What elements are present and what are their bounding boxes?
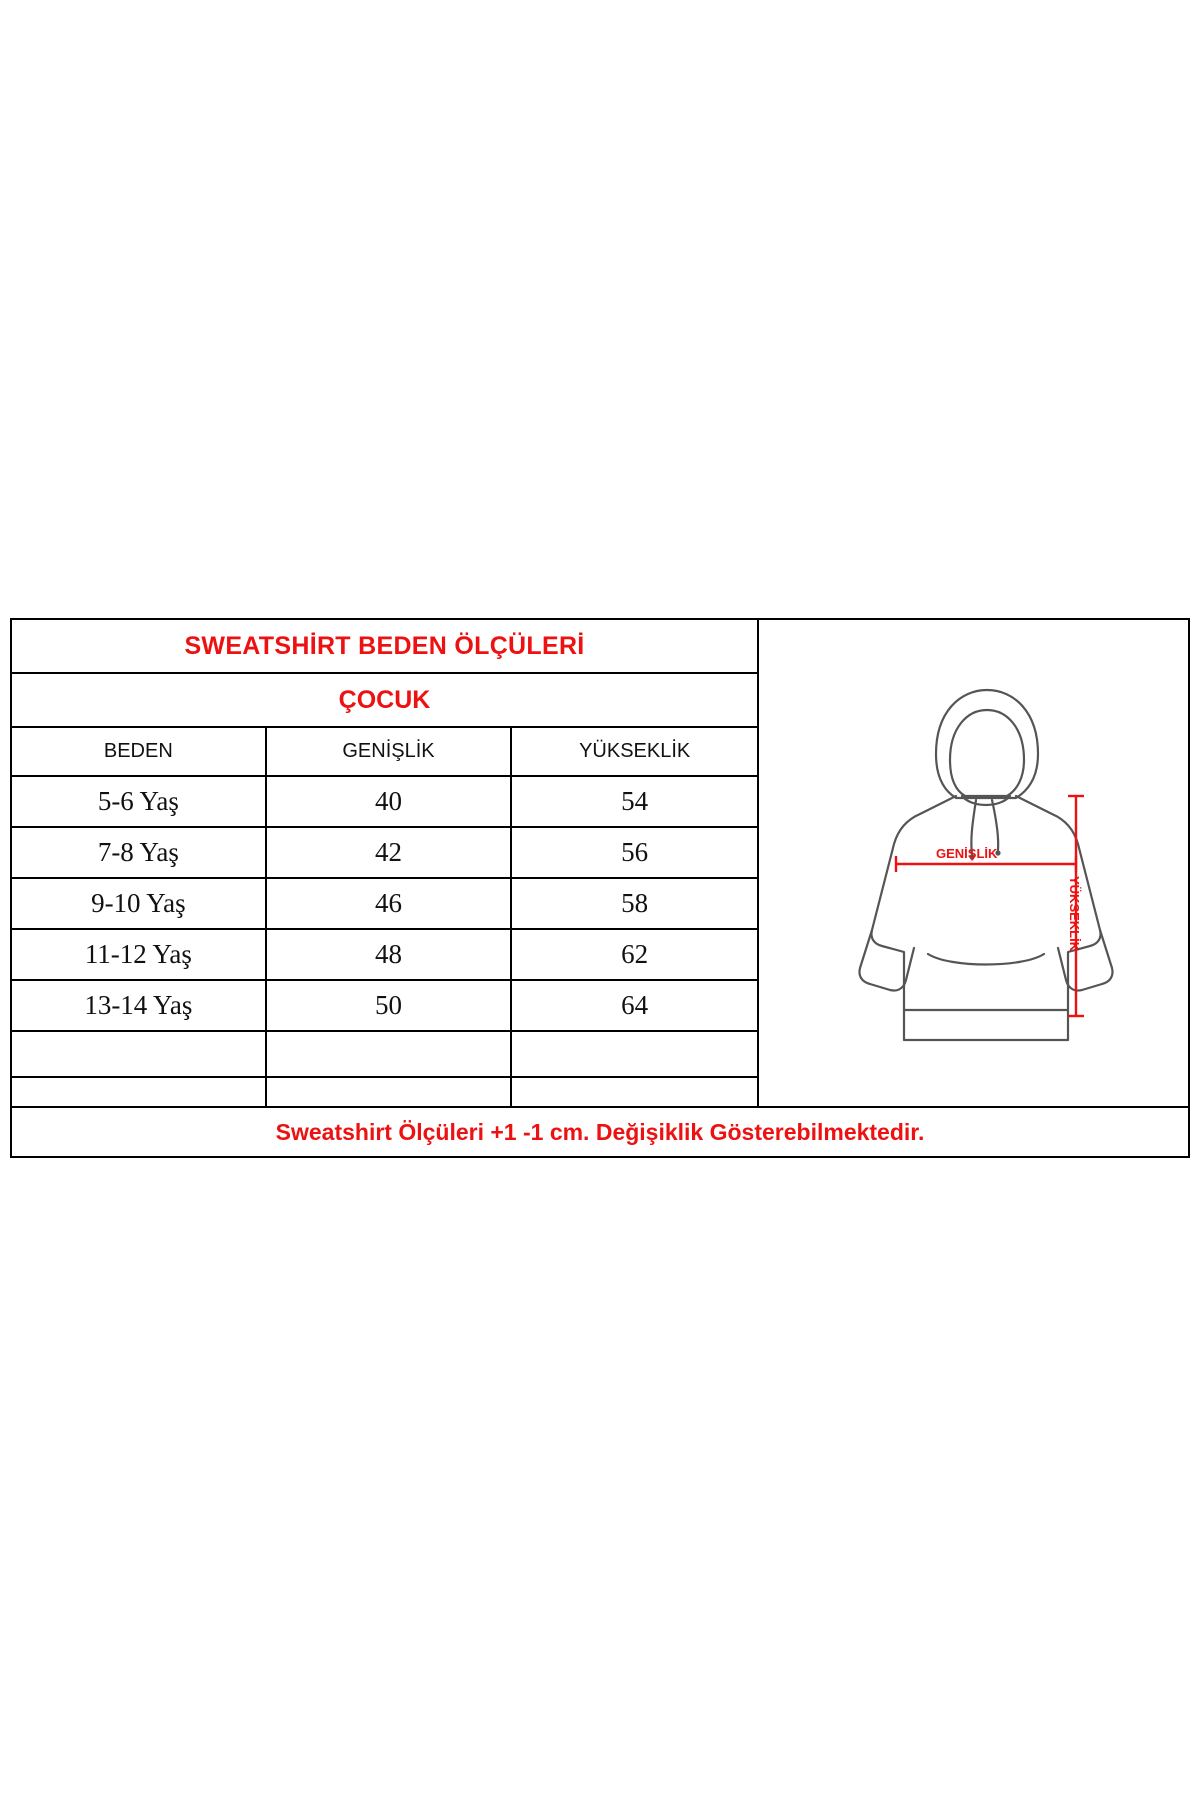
diagram-height-label: YÜKSEKLİK <box>1066 876 1082 952</box>
cell-size: 5-6 Yaş <box>12 776 266 827</box>
cell-height <box>511 1031 757 1077</box>
cell-width <box>266 1031 512 1077</box>
table-row <box>12 827 757 878</box>
column-header-yukseklik: YÜKSEKLİK <box>511 728 757 776</box>
cell-size: 13-14 Yaş <box>12 980 266 1031</box>
table-row <box>12 878 757 929</box>
measurement-note-row <box>12 1106 1188 1156</box>
cell-width: 48 <box>266 929 512 980</box>
cell-width: 50 <box>266 980 512 1031</box>
cell-height: 58 <box>511 878 757 929</box>
cell-height: 56 <box>511 827 757 878</box>
chart-title-row <box>12 620 757 674</box>
cell-width: 40 <box>266 776 512 827</box>
page-title: SWEATSHİRT BEDEN ÖLÇÜLERİ <box>184 631 585 660</box>
cell-size: 9-10 Yaş <box>12 878 266 929</box>
table-row <box>12 1031 757 1077</box>
chart-subtitle-row <box>12 674 757 728</box>
cell-height: 54 <box>511 776 757 827</box>
cell-size: 7-8 Yaş <box>12 827 266 878</box>
size-table <box>12 728 757 1124</box>
diagram-width-label: GENİŞLİK <box>935 846 997 861</box>
cell-height: 62 <box>511 929 757 980</box>
column-header-beden: BEDEN <box>12 728 266 776</box>
cell-width: 42 <box>266 827 512 878</box>
chart-subtitle: ÇOCUK <box>338 685 431 714</box>
size-chart-table-panel <box>12 620 757 1156</box>
garment-diagram-panel <box>757 620 1188 1156</box>
measurement-note: Sweatshirt Ölçüleri +1 -1 cm. Değişiklik Gösterebilmektedir. <box>275 1118 925 1145</box>
table-row <box>12 980 757 1031</box>
size-chart-container <box>10 618 1190 1158</box>
table-row <box>12 929 757 980</box>
cell-width: 46 <box>266 878 512 929</box>
column-header-genislik: GENİŞLİK <box>266 728 512 776</box>
cell-height: 64 <box>511 980 757 1031</box>
cell-size <box>12 1031 266 1077</box>
hoodie-illustration <box>824 668 1124 1068</box>
table-row <box>12 776 757 827</box>
table-header-row <box>12 728 757 776</box>
cell-size: 11-12 Yaş <box>12 929 266 980</box>
